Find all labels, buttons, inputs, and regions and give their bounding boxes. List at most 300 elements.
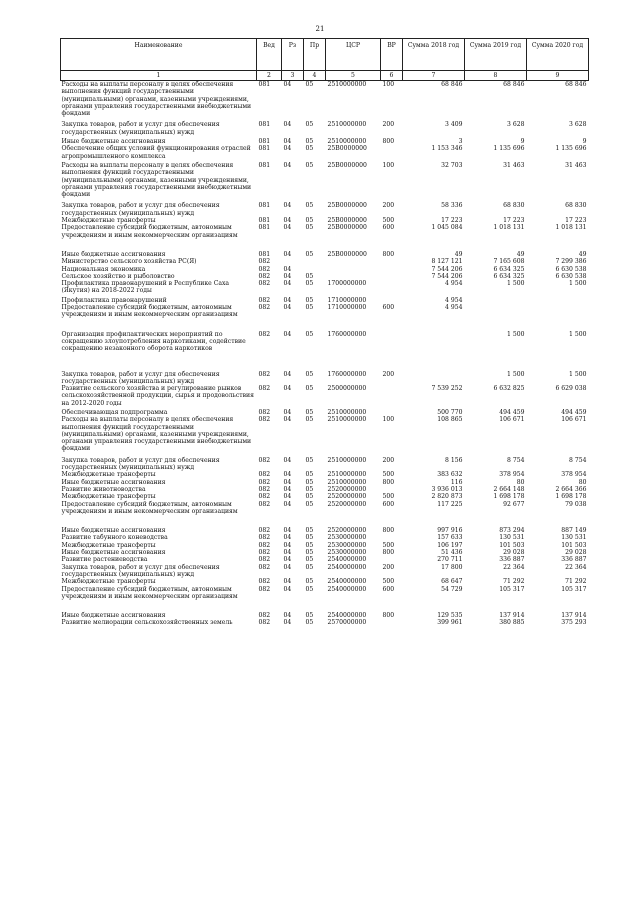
table-row	[61, 162, 589, 202]
cell-ved: 082	[258, 556, 271, 564]
cell-vr: 500	[382, 493, 395, 501]
table-row	[61, 534, 589, 541]
col-number-9: 9	[527, 71, 589, 81]
cell-pr: 05	[305, 138, 314, 146]
cell-pr: 05	[305, 585, 314, 593]
cell-rz: 04	[283, 224, 292, 232]
cell-sum-2020: 8 754	[569, 456, 587, 464]
cell-pr	[304, 258, 326, 265]
cell-sum-2019: 1 500	[507, 370, 525, 378]
cell-csr: 25В0000000	[327, 250, 367, 258]
cell-pr: 05	[305, 527, 314, 535]
cell-pr: 05	[305, 385, 314, 393]
cell-rz: 04	[283, 265, 292, 273]
cell-sum-2020: 6 630 538	[555, 272, 587, 280]
cell-csr: 2520000000	[327, 485, 367, 493]
cell-name: Развитие сельского хозяйства и регулирование рынков сельскохозяйственной продукции, сырья и продовольствия на 2012-2020 годы	[61, 385, 254, 407]
cell-vr	[381, 385, 403, 409]
cell-sum-2018: 157 633	[437, 534, 463, 542]
cell-sum-2019: 9	[520, 138, 525, 146]
cell-sum-2020: 375 293	[561, 619, 587, 627]
cell-sum-2020: 1 135 696	[555, 145, 587, 153]
table-row	[61, 479, 589, 486]
cell-name: Расходы на выплаты персоналу в целях обеспечения выполнения функций государственными (муниципальными) органами, казенными учреждениями, органами управления государственными внебюджетными фондами	[61, 161, 252, 199]
cell-pr: 05	[305, 619, 314, 627]
cell-sum-2019: 80	[516, 478, 525, 486]
cell-sum-2019: 1 135 696	[493, 145, 525, 153]
cell-ved: 082	[258, 416, 271, 424]
cell-rz: 04	[283, 280, 292, 288]
cell-ved: 082	[258, 385, 271, 393]
cell-rz: 04	[283, 541, 292, 549]
cell-sum-2018: 3 409	[445, 121, 463, 129]
cell-ved: 082	[258, 563, 271, 571]
cell-sum-2018: 17 223	[441, 217, 463, 225]
cell-rz: 04	[283, 217, 292, 225]
cell-ved: 081	[258, 81, 271, 88]
cell-sum-2019: 3 628	[507, 121, 525, 129]
cell-sum-2019: 1 018 131	[493, 224, 525, 232]
cell-csr: 1710000000	[327, 304, 367, 312]
cell-vr	[381, 486, 403, 493]
cell-pr: 05	[305, 280, 314, 288]
cell-csr: 2540000000	[327, 612, 367, 620]
cell-rz: 04	[283, 556, 292, 564]
cell-csr: 2540000000	[327, 556, 367, 564]
cell-rz	[282, 258, 304, 265]
cell-sum-2018: 4 954	[445, 296, 463, 304]
cell-sum-2018: 8 156	[445, 456, 463, 464]
cell-sum-2019: 130 531	[499, 534, 525, 542]
cell-rz: 04	[283, 81, 292, 88]
table-row	[61, 304, 589, 331]
cell-rz: 04	[283, 304, 292, 312]
cell-name: Предоставление субсидий бюджетным, автономным учреждениям и иным некоммерческим организациям	[61, 224, 238, 239]
cell-name: Развитие животноводства	[61, 485, 146, 493]
cell-sum-2019: 378 954	[499, 471, 525, 479]
cell-vr: 600	[382, 304, 395, 312]
cell-sum-2020: 80	[578, 478, 587, 486]
cell-sum-2019: 49	[516, 250, 525, 258]
cell-vr: 600	[382, 500, 395, 508]
cell-pr: 05	[305, 304, 314, 312]
cell-ved: 082	[258, 408, 271, 416]
cell-name: Межбюджетные трансферты	[61, 471, 156, 479]
cell-name: Межбюджетные трансферты	[61, 493, 156, 501]
cell-rz: 04	[283, 272, 292, 280]
cell-vr: 200	[382, 370, 395, 378]
cell-rz: 04	[283, 330, 292, 338]
cell-rz: 04	[283, 471, 292, 479]
cell-sum-2019: 31 463	[503, 161, 525, 169]
cell-sum-2019: 17 223	[503, 217, 525, 225]
col-header-pr: Пр	[304, 39, 326, 71]
cell-sum-2020: 79 038	[565, 500, 587, 508]
table-row	[61, 217, 589, 224]
cell-sum-2019: 6 634 325	[493, 265, 525, 273]
cell-sum-2018: 3 936 013	[431, 485, 463, 493]
cell-sum-2018: 7 544 206	[431, 272, 463, 280]
cell-csr: 25В0000000	[327, 202, 367, 210]
cell-csr: 2520000000	[327, 527, 367, 535]
table-row	[61, 145, 589, 162]
cell-sum-2018: 383 632	[437, 471, 463, 479]
cell-sum-2019: 1 500	[507, 280, 525, 288]
cell-csr	[326, 266, 381, 273]
cell-name: Развитие растениеводства	[61, 556, 148, 564]
cell-vr: 200	[382, 563, 395, 571]
cell-pr: 05	[305, 121, 314, 129]
table-row	[61, 578, 589, 585]
cell-rz: 04	[283, 534, 292, 542]
cell-rz: 04	[283, 202, 292, 210]
cell-rz: 04	[283, 370, 292, 378]
cell-pr: 05	[305, 145, 314, 153]
col-header-sum-2020: Сумма 2020 год	[527, 39, 589, 71]
table-row	[61, 273, 589, 280]
table-row	[61, 486, 589, 493]
cell-sum-2019: 106 671	[499, 416, 525, 424]
cell-name: Закупка товаров, работ и услуг для обеспечения государственных (муниципальных) нужд	[61, 370, 220, 385]
cell-sum-2019: 494 459	[499, 408, 525, 416]
cell-csr: 2530000000	[327, 541, 367, 549]
cell-sum-2018: 8 127 121	[431, 258, 463, 266]
cell-csr: 2510000000	[327, 478, 367, 486]
cell-sum-2019: 68 846	[503, 81, 525, 88]
cell-ved: 082	[258, 485, 271, 493]
cell-ved: 082	[258, 478, 271, 486]
table-row	[61, 612, 589, 619]
cell-pr: 05	[305, 485, 314, 493]
cell-sum-2018: 116	[450, 478, 463, 486]
table-row	[61, 527, 589, 534]
table-row	[61, 501, 589, 528]
cell-sum-2018: 7 539 252	[431, 385, 463, 393]
table-row	[61, 409, 589, 416]
budget-table-container	[60, 38, 588, 627]
cell-name: Развитие табунного коневодства	[61, 534, 168, 542]
cell-sum-2019: 22 364	[503, 563, 525, 571]
cell-ved: 081	[258, 224, 271, 232]
cell-sum-2019: 137 914	[499, 612, 525, 620]
cell-sum-2020: 130 531	[561, 534, 587, 542]
cell-ved: 082	[258, 296, 271, 304]
cell-sum-2020: 1 500	[569, 280, 587, 288]
cell-vr: 500	[382, 578, 395, 586]
col-number-1: 1	[61, 71, 257, 81]
cell-ved: 082	[258, 534, 271, 542]
cell-ved: 082	[258, 578, 271, 586]
cell-sum-2018: 1 153 346	[431, 145, 463, 153]
cell-sum-2019: 6 634 325	[493, 272, 525, 280]
cell-sum-2020: 1 018 131	[555, 224, 587, 232]
cell-rz: 04	[283, 296, 292, 304]
cell-sum-2018: 106 197	[437, 541, 463, 549]
cell-name: Закупка товаров, работ и услуг для обеспечения государственных (муниципальных) нужд	[61, 121, 220, 136]
cell-pr: 05	[305, 478, 314, 486]
cell-name: Профилактика правонарушений	[61, 296, 167, 304]
col-number-6: 6	[381, 71, 403, 81]
cell-name: Иные бюджетные ассигнования	[61, 138, 166, 146]
cell-ved: 082	[258, 585, 271, 593]
col-number-7: 7	[403, 71, 465, 81]
cell-name: Расходы на выплаты персоналу в целях обеспечения выполнения функций государственными (муниципальными) органами, казенными учреждениями, органами управления государственными внебюджетными фондами	[61, 81, 252, 118]
cell-sum-2018: 997 916	[437, 527, 463, 535]
table-row	[61, 371, 589, 386]
cell-pr: 05	[305, 541, 314, 549]
cell-vr: 100	[382, 81, 395, 88]
cell-sum-2020: 3 628	[569, 121, 587, 129]
table-row	[61, 331, 589, 371]
table-row	[61, 251, 589, 258]
table-row	[61, 81, 589, 122]
cell-vr: 800	[382, 612, 395, 620]
cell-ved: 082	[258, 541, 271, 549]
cell-sum-2019: 8 754	[507, 456, 525, 464]
cell-csr: 2520000000	[327, 493, 367, 501]
cell-sum-2020: 17 223	[565, 217, 587, 225]
cell-sum-2019: 336 887	[499, 556, 525, 564]
table-body	[61, 81, 589, 627]
cell-sum-2020	[527, 297, 589, 304]
cell-ved: 082	[258, 471, 271, 479]
cell-ved: 082	[258, 330, 271, 338]
cell-sum-2018: 1 045 084	[431, 224, 463, 232]
cell-sum-2020: 6 629 038	[555, 385, 587, 393]
cell-sum-2019: 1 500	[507, 330, 525, 338]
cell-vr: 500	[382, 471, 395, 479]
cell-rz: 04	[283, 478, 292, 486]
cell-name: Иные бюджетные ассигнования	[61, 549, 166, 557]
cell-name: Иные бюджетные ассигнования	[61, 612, 166, 620]
cell-name: Межбюджетные трансферты	[61, 541, 156, 549]
cell-vr	[381, 258, 403, 265]
cell-sum-2020: 9	[582, 138, 587, 146]
cell-sum-2020: 494 459	[561, 408, 587, 416]
table-row	[61, 266, 589, 273]
cell-rz: 04	[283, 585, 292, 593]
cell-csr: 2540000000	[327, 578, 367, 586]
cell-pr: 05	[305, 612, 314, 620]
cell-csr: 2530000000	[327, 534, 367, 542]
col-number-5: 5	[326, 71, 381, 81]
cell-sum-2019	[465, 304, 527, 331]
cell-sum-2020: 101 503	[561, 541, 587, 549]
cell-ved: 082	[258, 456, 271, 464]
cell-pr: 05	[305, 549, 314, 557]
cell-sum-2019: 105 317	[499, 585, 525, 593]
cell-rz: 04	[283, 161, 292, 169]
cell-csr	[326, 273, 381, 280]
cell-sum-2018: 4 954	[445, 280, 463, 288]
cell-name: Предоставление субсидий бюджетным, автономным учреждениям и иным некоммерческим организациям	[61, 500, 238, 515]
cell-pr: 05	[305, 456, 314, 464]
cell-sum-2018: 58 336	[441, 202, 463, 210]
cell-sum-2018: 68 647	[441, 578, 463, 586]
cell-ved: 081	[258, 145, 271, 153]
cell-name: Расходы на выплаты персоналу в целях обеспечения выполнения функций государственными (муниципальными) органами, казенными учреждениями, органами управления государственными внебюджетными фондами	[61, 416, 252, 453]
cell-pr: 05	[305, 500, 314, 508]
cell-vr: 500	[382, 541, 395, 549]
cell-pr: 05	[305, 471, 314, 479]
cell-sum-2019: 380 885	[499, 619, 525, 627]
budget-table	[60, 38, 589, 627]
cell-sum-2018	[403, 331, 465, 371]
cell-name: Обеспечение общих условий функционирования отраслей агропромышленного комплекса	[61, 145, 251, 160]
cell-ved: 081	[258, 138, 271, 146]
cell-csr: 25В0000000	[327, 217, 367, 225]
cell-pr: 05	[305, 272, 314, 280]
cell-sum-2018: 500 770	[437, 408, 463, 416]
table-row	[61, 556, 589, 563]
cell-rz: 04	[283, 385, 292, 393]
col-number-2: 2	[257, 71, 282, 81]
cell-ved: 082	[258, 370, 271, 378]
cell-vr: 800	[382, 250, 395, 258]
cell-sum-2019: 71 292	[503, 578, 525, 586]
cell-ved: 082	[258, 500, 271, 508]
cell-pr: 05	[305, 202, 314, 210]
cell-sum-2018: 399 961	[437, 619, 463, 627]
cell-sum-2018: 7 544 206	[431, 265, 463, 273]
cell-pr: 05	[305, 370, 314, 378]
cell-sum-2020: 336 887	[561, 556, 587, 564]
cell-ved: 081	[258, 121, 271, 129]
cell-csr	[326, 258, 381, 265]
cell-sum-2019: 7 165 608	[493, 258, 525, 266]
cell-ved: 082	[258, 612, 271, 620]
cell-pr: 05	[305, 81, 314, 88]
table-row	[61, 224, 589, 251]
cell-sum-2020: 137 914	[561, 612, 587, 620]
cell-ved: 081	[258, 250, 271, 258]
cell-sum-2020: 2 664 366	[555, 485, 587, 493]
cell-csr: 25В0000000	[327, 145, 367, 153]
cell-sum-2020: 887 149	[561, 527, 587, 535]
table-row	[61, 280, 589, 297]
cell-sum-2020: 106 671	[561, 416, 587, 424]
cell-ved: 082	[258, 265, 271, 273]
table-row	[61, 542, 589, 549]
cell-ved: 081	[258, 161, 271, 169]
col-header-rz: Рз	[282, 39, 304, 71]
cell-csr: 1760000000	[327, 370, 367, 378]
cell-vr: 200	[382, 202, 395, 210]
cell-vr	[381, 331, 403, 371]
table-row	[61, 564, 589, 579]
cell-ved: 082	[258, 304, 271, 312]
cell-vr	[381, 273, 403, 280]
cell-rz: 04	[283, 578, 292, 586]
cell-sum-2020: 105 317	[561, 585, 587, 593]
cell-vr: 800	[382, 478, 395, 486]
cell-pr: 05	[305, 493, 314, 501]
cell-sum-2019: 101 503	[499, 541, 525, 549]
cell-pr: 05	[305, 296, 314, 304]
cell-sum-2020: 71 292	[565, 578, 587, 586]
cell-csr: 2520000000	[327, 500, 367, 508]
cell-name: Закупка товаров, работ и услуг для обеспечения государственных (муниципальных) нужд	[61, 202, 220, 217]
cell-csr: 2510000000	[327, 471, 367, 479]
cell-sum-2018: 68 846	[441, 81, 463, 88]
cell-pr: 05	[305, 408, 314, 416]
cell-sum-2020: 378 954	[561, 471, 587, 479]
table-row	[61, 202, 589, 217]
cell-vr: 600	[382, 585, 395, 593]
cell-pr: 05	[305, 217, 314, 225]
cell-name: Межбюджетные трансферты	[61, 217, 156, 225]
cell-sum-2020: 1 698 178	[555, 493, 587, 501]
cell-csr: 2510000000	[327, 138, 367, 146]
cell-rz: 04	[283, 416, 292, 424]
table-row	[61, 457, 589, 472]
cell-pr: 05	[305, 330, 314, 338]
table-row	[61, 297, 589, 304]
cell-sum-2018: 4 954	[445, 304, 463, 312]
col-number-3: 3	[282, 71, 304, 81]
cell-sum-2018: 2 820 873	[431, 493, 463, 501]
cell-name: Министерство сельского хозяйства РС(Я)	[61, 258, 197, 266]
cell-csr: 1700000000	[327, 280, 367, 288]
cell-sum-2018: 108 865	[437, 416, 463, 424]
cell-csr: 2540000000	[327, 585, 367, 593]
cell-csr: 2540000000	[327, 563, 367, 571]
cell-sum-2018: 49	[454, 250, 463, 258]
cell-sum-2019	[465, 297, 527, 304]
cell-vr: 500	[382, 217, 395, 225]
cell-sum-2019: 873 294	[499, 527, 525, 535]
cell-rz: 04	[283, 456, 292, 464]
cell-pr: 05	[305, 563, 314, 571]
cell-vr: 600	[382, 224, 395, 232]
cell-name: Закупка товаров, работ и услуг для обеспечения государственных (муниципальных) нужд	[61, 563, 220, 578]
cell-sum-2018	[403, 371, 465, 386]
cell-ved: 082	[258, 493, 271, 501]
cell-name: Обеспечивающая подпрограмма	[61, 408, 168, 416]
cell-name: Профилактика правонарушений в Республике Саха (Якутия) на 2018-2022 годы	[61, 280, 230, 295]
cell-name: Иные бюджетные ассигнования	[61, 527, 166, 535]
cell-sum-2020	[527, 304, 589, 331]
cell-ved: 082	[258, 549, 271, 557]
cell-csr: 1710000000	[327, 296, 367, 304]
col-header-sum-2019: Сумма 2019 год	[465, 39, 527, 71]
cell-sum-2018: 17 800	[441, 563, 463, 571]
cell-csr: 2510000000	[327, 416, 367, 424]
cell-sum-2020: 22 364	[565, 563, 587, 571]
cell-sum-2019: 92 677	[503, 500, 525, 508]
cell-rz: 04	[283, 612, 292, 620]
cell-rz: 04	[283, 549, 292, 557]
cell-vr	[381, 280, 403, 297]
cell-ved: 082	[258, 258, 271, 266]
cell-pr: 05	[305, 556, 314, 564]
page-number: 21	[315, 25, 325, 33]
cell-vr: 200	[382, 121, 395, 129]
cell-vr: 100	[382, 416, 395, 424]
cell-ved: 081	[258, 217, 271, 225]
cell-rz: 04	[283, 408, 292, 416]
cell-sum-2018: 51 436	[441, 549, 463, 557]
col-number-8: 8	[465, 71, 527, 81]
cell-sum-2020: 31 463	[565, 161, 587, 169]
cell-pr: 05	[305, 161, 314, 169]
col-header-csr: ЦСР	[326, 39, 381, 71]
cell-rz: 04	[283, 485, 292, 493]
cell-vr: 200	[382, 456, 395, 464]
table-row	[61, 549, 589, 556]
cell-vr: 800	[382, 527, 395, 535]
cell-sum-2019: 68 830	[503, 202, 525, 210]
